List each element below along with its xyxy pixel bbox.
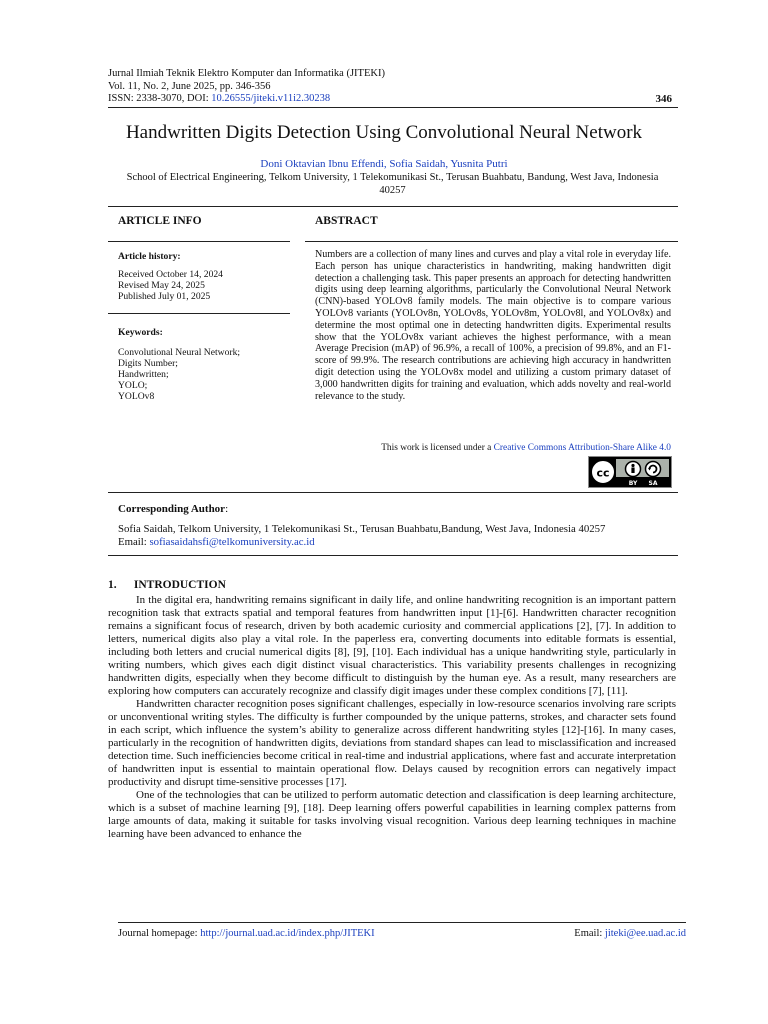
cc-sa-label: SA xyxy=(648,480,658,487)
homepage-link[interactable]: http://journal.uad.ac.id/index.php/JITEKI xyxy=(200,928,375,939)
journal-email-link[interactable]: jiteki@ee.uad.ac.id xyxy=(604,928,686,939)
keyword-item: Convolutional Neural Network; xyxy=(118,347,241,358)
journal-homepage: Journal homepage: http://journal.uad.ac.id/index.php/JITEKI xyxy=(118,928,375,939)
abstract-heading: ABSTRACT xyxy=(315,215,378,227)
keyword-item: Handwritten; xyxy=(118,369,169,380)
footer-divider xyxy=(118,922,686,923)
intro-paragraph-2: Handwritten character recognition poses significant challenges, especially in low-resource scenarios involving rare scripts or unconventional writing styles. The difficulty is further compounded by the unique patterns, strokes, and character sets found in each script, which influence the system’s ability to generalize across different handwriting styles [12]-[16]. In many cases, particularly in the recognition of handwritten digits, deviations from standard shapes can lead to misclassification and increased detection time. Such inefficiencies become critical in real-time and industrial applications, where fast and accurate interpretation of handwritten input is essential to maintain operational flow. Delays caused by recognition errors can negatively impact productivity and disrupt time-sensitive processes [17]. xyxy=(108,698,676,788)
journal-header xyxy=(108,68,678,106)
cc-by-sa-icon xyxy=(589,457,671,487)
abstract-divider xyxy=(305,241,678,242)
intro-paragraph-3: One of the technologies that can be utilized to perform automatic detection and classification is deep learning architecture, which is a subset of machine learning [9], [18]. Deep learning offers powerful capabilities in learning complex patterns from large amounts of data, making it suitable for tasks involving visual recognition. Various deep learning techniques in machine learning have been advanced to enhance the xyxy=(108,789,676,840)
keyword-item: YOLO; xyxy=(118,380,148,391)
corresponding-email-link[interactable]: sofiasaidahsfi@telkomuniversity.ac.id xyxy=(149,536,315,548)
journal-name: Jurnal Ilmiah Teknik Elektro Komputer dan Informatika (JITEKI) xyxy=(108,68,385,79)
journal-email: Email: jiteki@ee.uad.ac.id xyxy=(574,928,686,939)
corresponding-details xyxy=(118,523,673,549)
intro-paragraph-1: In the digital era, handwriting remains significant in daily life, and online handwriting recognition is an important pattern recognition task that extracts spatial and temporal features from handwritten input [1]-[6]. Handwritten character recognition remains a significant focus of research, driven by both academic curiosity and commercial applications [2], [7]. In addition to letters, numerical digits also play a vital role. In the paperless era, converting documents into editable formats is essential, including both letters and crucial numerical digits [8], [9], [10]. Each individual has a unique handwriting style, particularly in writing numbers, which gives each digit distinct visual characteristics. This variability presents challenges in recognizing handwritten digits, especially when they become difficult to distinguish by the human eye. As a result, many researchers are exploring how computers can accurately recognize and classify digit images under these complex conditions [7], [11]. xyxy=(108,594,676,697)
journal-volume: Vol. 11, No. 2, June 2025, pp. 346-356 xyxy=(108,80,271,92)
corresponding-email-line: Email: sofiasaidahsfi@telkomuniversity.ac.id xyxy=(118,536,315,548)
authors[interactable]: Doni Oktavian Ibnu Effendi, Sofia Saidah, Yusnita Putri xyxy=(260,158,508,170)
article-history xyxy=(118,251,223,302)
abstract-text: Numbers are a collection of many lines and curves and play a vital role in everyday life. Each person has unique characteristics in handwriting, making handwritten digit detection a challenging task. This paper presents an approach for detecting handwritten digits using deep learning algorithms, particularly the Convolutional Neural Network (CNN)-based YOLOv8 family models. The main objective is to compare various YOLOv8 variants (YOLOv8n, YOLOv8s, YOLOv8m, YOLOv8l, and YOLOv8x) and determine the most optimal one in detecting handwritten digits. Experimental results show that the YOLOv8x variant achieves the highest performance, with a mean Average Precision (mAP) of 96.9%, a recall of 100%, a precision of 99.8%, and an F1-score of 99.9%. The research contributions are achieving high accuracy in handwritten digit detection using the YOLOv8x model and utilizing a custom primary dataset of 3,000 handwritten digits for training and evaluation, which adds novelty and real-world relevance to the study. xyxy=(315,249,671,402)
keyword-item: Digits Number; xyxy=(118,358,178,369)
keywords-label: Keywords: xyxy=(118,327,163,338)
received-date: Received October 14, 2024 xyxy=(118,269,223,280)
corresponding-address: Sofia Saidah, Telkom University, 1 Telekomunikasi St., Terusan Buahbatu,Bandung, West Java, Indonesia 40257 xyxy=(118,523,606,535)
paper-title: Handwritten Digits Detection Using Convolutional Neural Network xyxy=(125,122,643,143)
svg-text:cc: cc xyxy=(596,466,610,480)
info-top-divider xyxy=(108,206,678,207)
revised-date: Revised May 24, 2025 xyxy=(118,280,205,291)
header-divider xyxy=(108,107,678,108)
cc-by-label: BY xyxy=(628,480,638,487)
published-date: Published July 01, 2025 xyxy=(118,291,211,302)
cc-license-badge[interactable] xyxy=(588,456,672,488)
introduction-body xyxy=(108,594,676,841)
page-number: 346 xyxy=(655,93,672,105)
doi-link[interactable]: 10.26555/jiteki.v11i2.30238 xyxy=(211,93,331,104)
corresponding-label: Corresponding Author: xyxy=(118,503,229,515)
article-info-heading: ARTICLE INFO xyxy=(118,215,202,227)
license-statement: This work is licensed under a Creative Commons Attribution-Share Alike 4.0 xyxy=(381,443,671,453)
issn-doi: ISSN: 2338-3070, DOI: 10.26555/jiteki.v11i2.30238 xyxy=(108,93,331,104)
corresponding-bottom-divider xyxy=(108,555,678,556)
corresponding-top-divider xyxy=(108,492,678,493)
history-label: Article history: xyxy=(118,251,181,262)
introduction-heading: 1. INTRODUCTION xyxy=(108,579,226,591)
keyword-item: YOLOv8 xyxy=(118,391,155,402)
affiliation: School of Electrical Engineering, Telkom University, 1 Telekomunikasi St., Terusan Buahbatu, Bandung, West Java, Indonesia 40257 xyxy=(126,172,659,196)
article-info-divider xyxy=(108,241,290,242)
license-link[interactable]: Creative Commons Attribution-Share Alike 4.0 xyxy=(493,443,671,453)
keywords-divider xyxy=(108,313,290,314)
keywords-block xyxy=(118,327,240,402)
